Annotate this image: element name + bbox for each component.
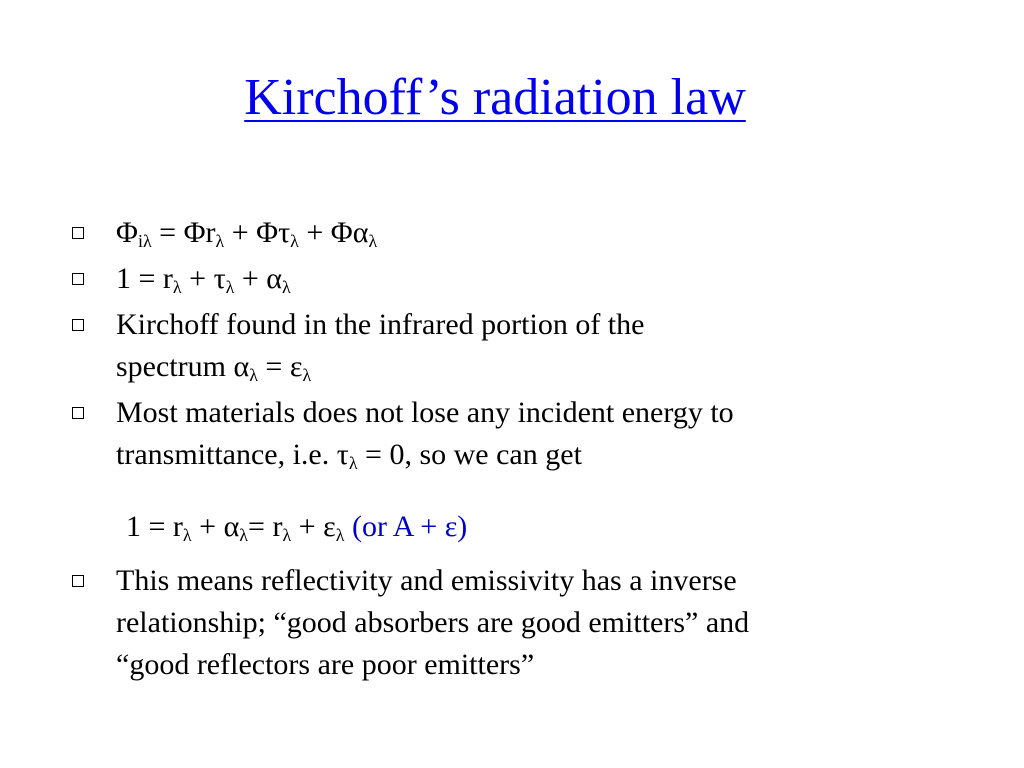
text-plus-alpha: + α xyxy=(191,510,240,543)
text-plus-tau: + τ xyxy=(181,262,226,295)
text-good-reflectors: “good reflectors are poor emitters” xyxy=(116,648,535,681)
subscript-lambda: λ xyxy=(282,277,291,298)
subscript-lambda: λ xyxy=(249,365,258,386)
subscript-lambda: λ xyxy=(182,525,192,546)
text-one-equals-r: 1 = r xyxy=(126,510,183,543)
text-plus-phi-alpha: + Φα xyxy=(298,216,369,249)
subscript-lambda: λ xyxy=(215,231,225,252)
slide-title-link[interactable]: Kirchoff’s radiation law xyxy=(244,69,746,126)
subscript-lambda: λ xyxy=(335,525,345,546)
text-reflectivity-emissivity: This means reflectivity and emissivity has a inverse xyxy=(116,564,737,597)
subscript-lambda: λ xyxy=(282,525,292,546)
bullet-kirchoff-infrared xyxy=(70,304,990,388)
hollow-square-bullet-icon xyxy=(72,227,84,239)
bullet-unity-equation xyxy=(70,258,990,300)
text-plus-alpha: + α xyxy=(234,262,283,295)
text-plus-phi-tau: + Φτ xyxy=(224,216,291,249)
text-kirchoff-found: Kirchoff found in the infrared portion of the xyxy=(116,308,645,341)
bullet-flux-equation xyxy=(70,212,990,254)
text-good-absorbers: relationship; “good absorbers are good emitters” and xyxy=(116,606,750,639)
bullet-inverse-relationship xyxy=(70,560,990,686)
slide-title xyxy=(0,68,990,128)
text-phi: Φ xyxy=(116,216,138,249)
text-spectrum-alpha: spectrum α xyxy=(116,350,250,383)
text-equals-epsilon: = ε xyxy=(257,350,303,383)
equation-note: (or A + ε) xyxy=(344,510,468,543)
hollow-square-bullet-icon xyxy=(72,407,84,419)
hollow-square-bullet-icon xyxy=(72,575,84,587)
subscript-lambda: λ xyxy=(348,453,358,474)
subscript-lambda: λ xyxy=(239,525,249,546)
text-equals-phi-r: = Φr xyxy=(151,216,216,249)
hollow-square-bullet-icon xyxy=(72,319,84,331)
subscript-lambda: λ xyxy=(225,277,235,298)
subscript-lambda: λ xyxy=(368,231,378,252)
text-one-equals-r: 1 = r xyxy=(116,262,173,295)
text-transmittance-tau: transmittance, i.e. τ xyxy=(116,438,349,471)
bullet-transmittance xyxy=(70,392,990,476)
indented-equation xyxy=(70,506,990,548)
bullet-list xyxy=(70,212,990,480)
subscript-lambda: λ xyxy=(302,365,312,386)
indented-equation-block xyxy=(70,506,990,552)
bullet-list-continued xyxy=(70,560,990,690)
subscript-i-lambda: iλ xyxy=(137,231,152,252)
text-equals-zero: = 0, so we can get xyxy=(357,438,582,471)
subscript-lambda: λ xyxy=(290,231,299,252)
hollow-square-bullet-icon xyxy=(72,273,84,285)
subscript-lambda: λ xyxy=(172,277,182,298)
text-plus-epsilon: + ε xyxy=(291,510,336,543)
text-most-materials: Most materials does not lose any incident energy to xyxy=(116,396,734,429)
text-equals-r: = r xyxy=(248,510,283,543)
